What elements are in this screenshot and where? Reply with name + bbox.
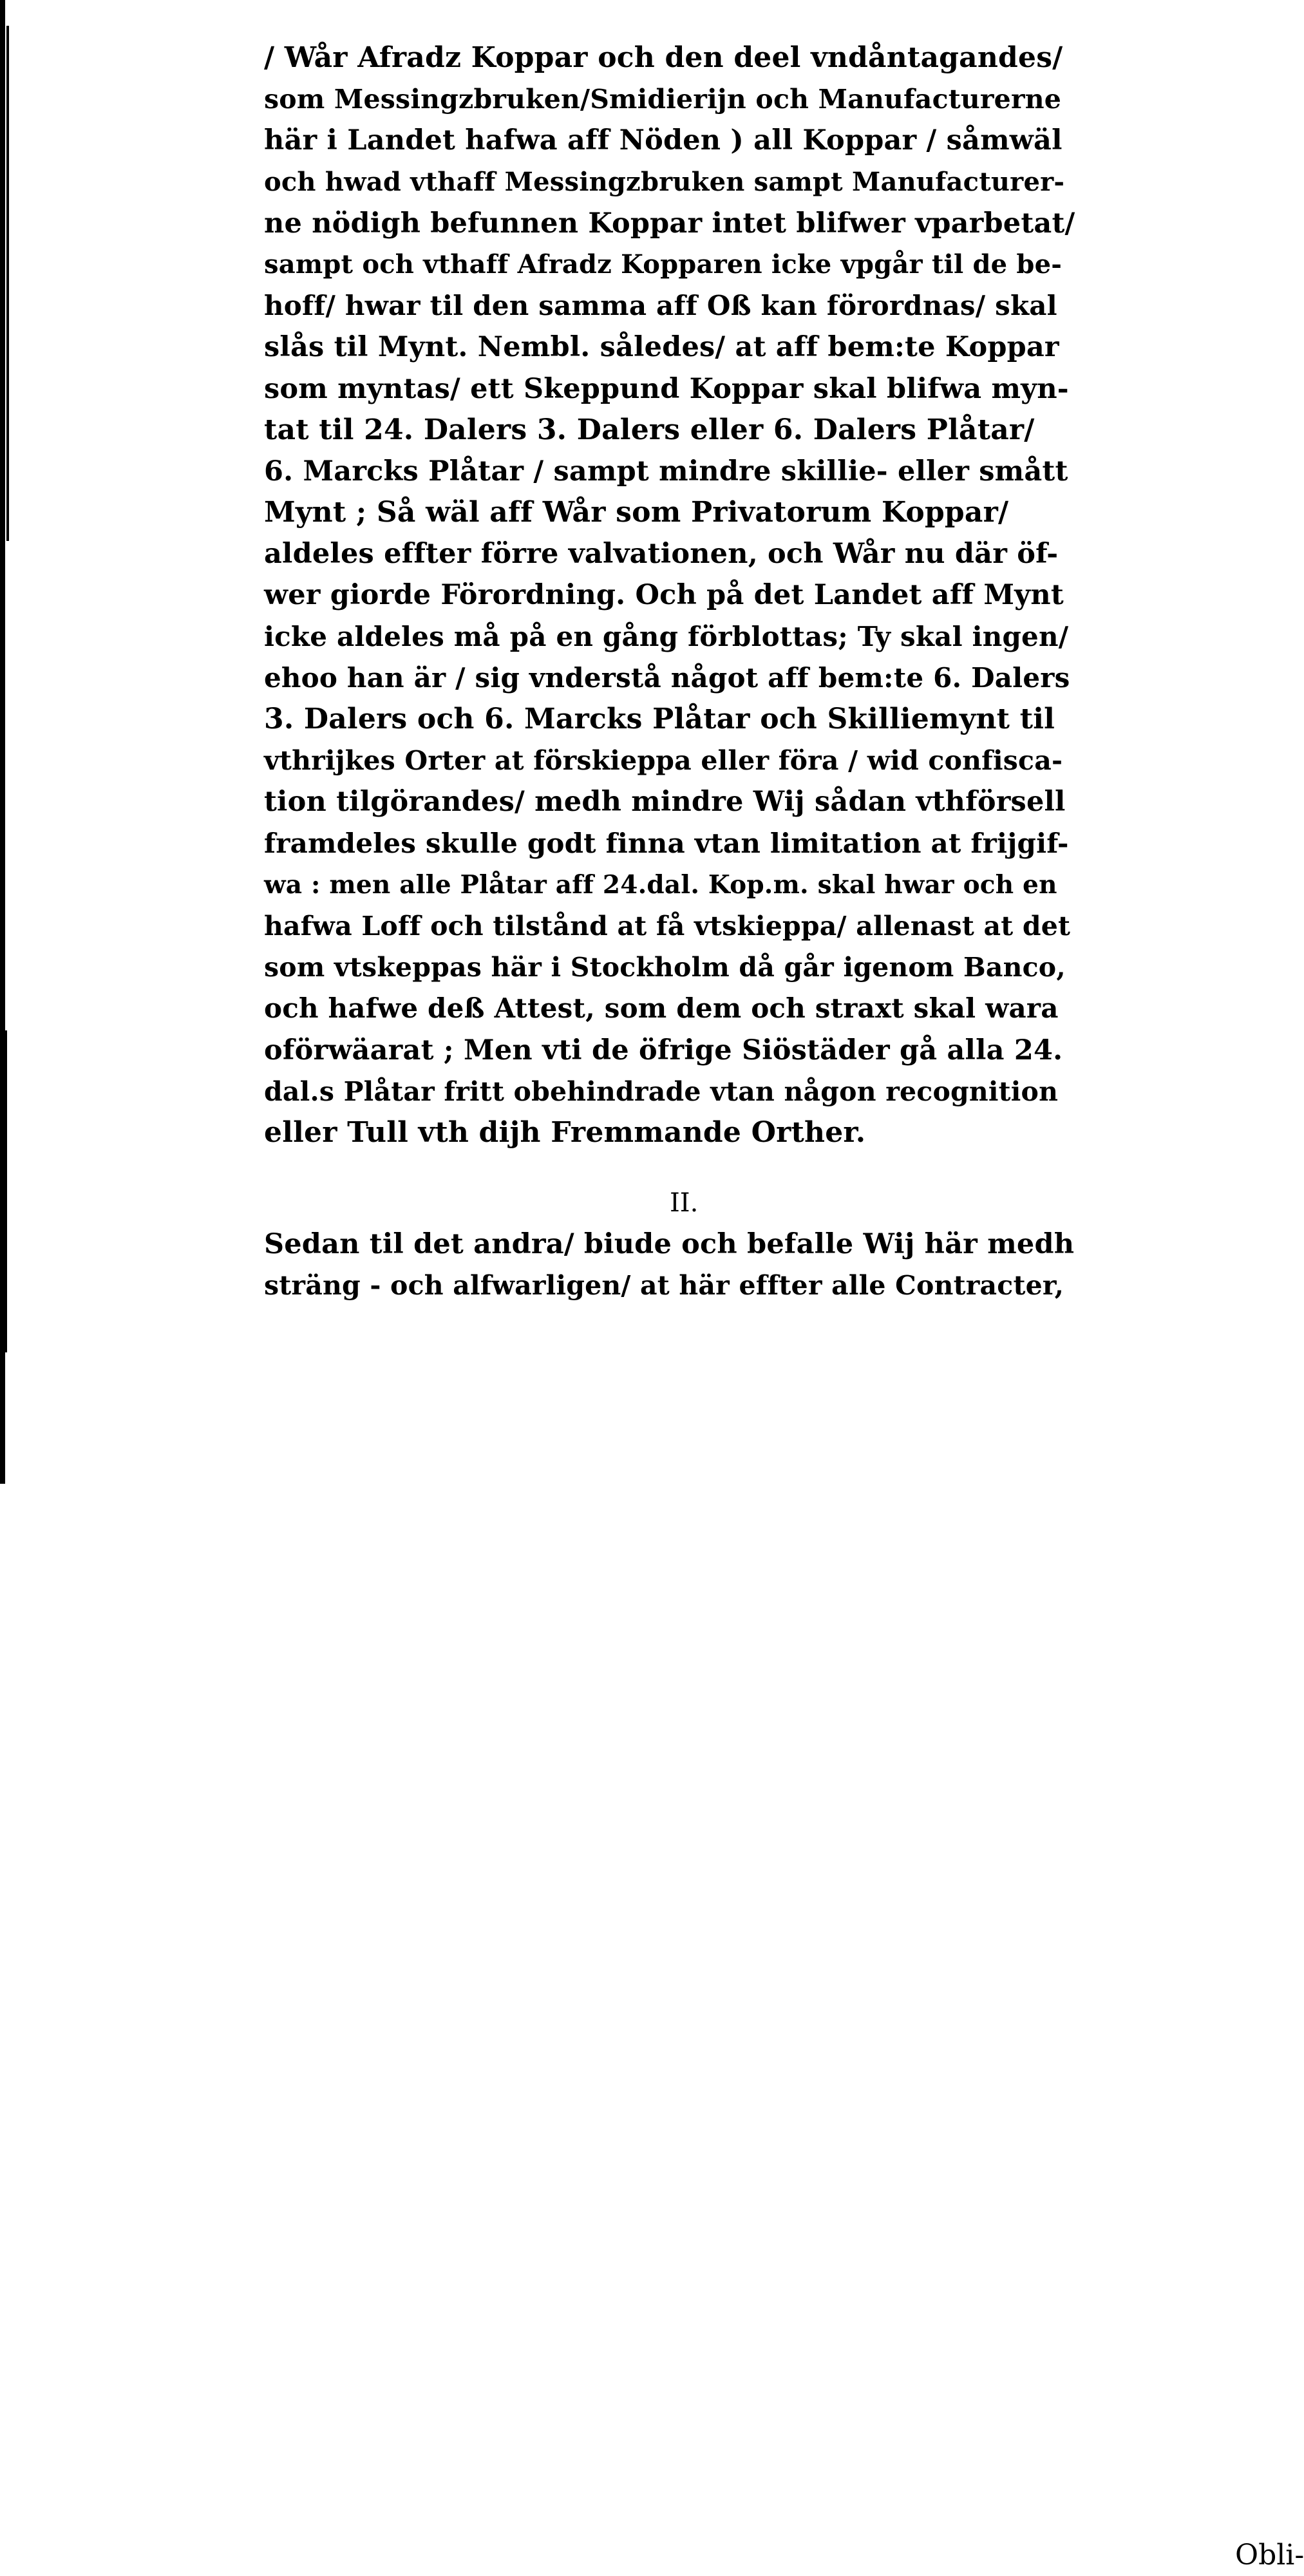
text-line: / Wår Afradz Koppar och den deel vndåntagandes/ bbox=[264, 41, 1063, 74]
text-line: som myntas/ ett Skeppund Koppar skal blifwa myn- bbox=[264, 372, 1069, 405]
text-line: hoff/ hwar til den samma aff Oß kan förordnas/ skal bbox=[264, 290, 1057, 322]
text-line: Sedan til det andra/ biude och befalle Wij här medh bbox=[264, 1228, 1075, 1260]
text-line: aldeles effter förre valvationen, och Wår nu där öf- bbox=[264, 538, 1059, 571]
scan-border-inner bbox=[6, 26, 9, 541]
text-line: framdeles skulle godt finna vtan limitation at frijgif- bbox=[264, 827, 1069, 859]
text-line: och hwad vthaff Messingzbruken sampt Manufacturer- bbox=[264, 166, 1065, 197]
text-line: här i Landet hafwa aff Nöden ) all Koppar / såmwäl bbox=[264, 124, 1063, 157]
text-line: ne nödigh befunnen Koppar intet blifwer vparbetat/ bbox=[264, 207, 1075, 240]
section-number: II. bbox=[670, 1188, 699, 1218]
text-line: och hafwe deß Attest, som dem och straxt skal wara bbox=[264, 992, 1059, 1025]
text-line: 6. Marcks Plåtar / sampt mindre skillie- eller smått bbox=[264, 455, 1068, 488]
text-line: tion tilgörandes/ medh mindre Wij sådan vthförsell bbox=[264, 786, 1066, 819]
text-line: vthrijkes Orter at förskieppa eller föra / wid confisca- bbox=[264, 745, 1063, 777]
text-line: 3. Dalers och 6. Marcks Plåtar och Skilliemynt til bbox=[264, 703, 1055, 735]
text-line: sträng - och alfwarligen/ at här effter alle Contracter, bbox=[264, 1270, 1064, 1302]
text-line: som vtskeppas här i Stockholm då går igenom Banco, bbox=[264, 952, 1066, 983]
paragraph-2 bbox=[264, 1224, 1304, 2571]
scan-border bbox=[0, 0, 5, 1484]
text-line: icke aldeles må på en gång förblottas; Ty skal ingen/ bbox=[264, 620, 1069, 652]
text-line: som Messingzbruken/Smidierijn och Manufacturerne bbox=[264, 84, 1062, 115]
text-line: hafwa Loff och tilstånd at få vtskieppa/ allenast at det bbox=[264, 910, 1071, 942]
text-line: dal.s Plåtar fritt obehindrade vtan någon recognition bbox=[264, 1075, 1059, 1107]
text-line: tat til 24. Dalers 3. Dalers eller 6. Dalers Plåtar/ bbox=[264, 413, 1035, 446]
text-line: Mynt ; Så wäl aff Wår som Privatorum Koppar/ bbox=[264, 496, 1009, 529]
paragraph-1 bbox=[264, 37, 1075, 1153]
text-line: eller Tull vth dijh Fremmande Orther. bbox=[264, 1115, 866, 1149]
scan-border-lower bbox=[5, 1030, 7, 1352]
text-line: oförwäarat ; Men vti de öfrige Siöstäder gå alla 24. bbox=[264, 1034, 1063, 1066]
text-line: wer giorde Förordning. Och på det Landet aff Mynt bbox=[264, 579, 1064, 612]
text-line: slås til Mynt. Nembl. således/ at aff bem:te Koppar bbox=[264, 331, 1059, 364]
text-line: sampt och vthaff Afradz Kopparen icke vpgår til de be- bbox=[264, 249, 1063, 279]
text-line: wa : men alle Plåtar aff 24.dal. Kop.m. skal hwar och en bbox=[264, 869, 1057, 900]
catchword: Obli- bbox=[1235, 2539, 1304, 2571]
text-line: ehoo han är / sig vnderstå något aff bem:te 6. Dalers bbox=[264, 661, 1070, 694]
